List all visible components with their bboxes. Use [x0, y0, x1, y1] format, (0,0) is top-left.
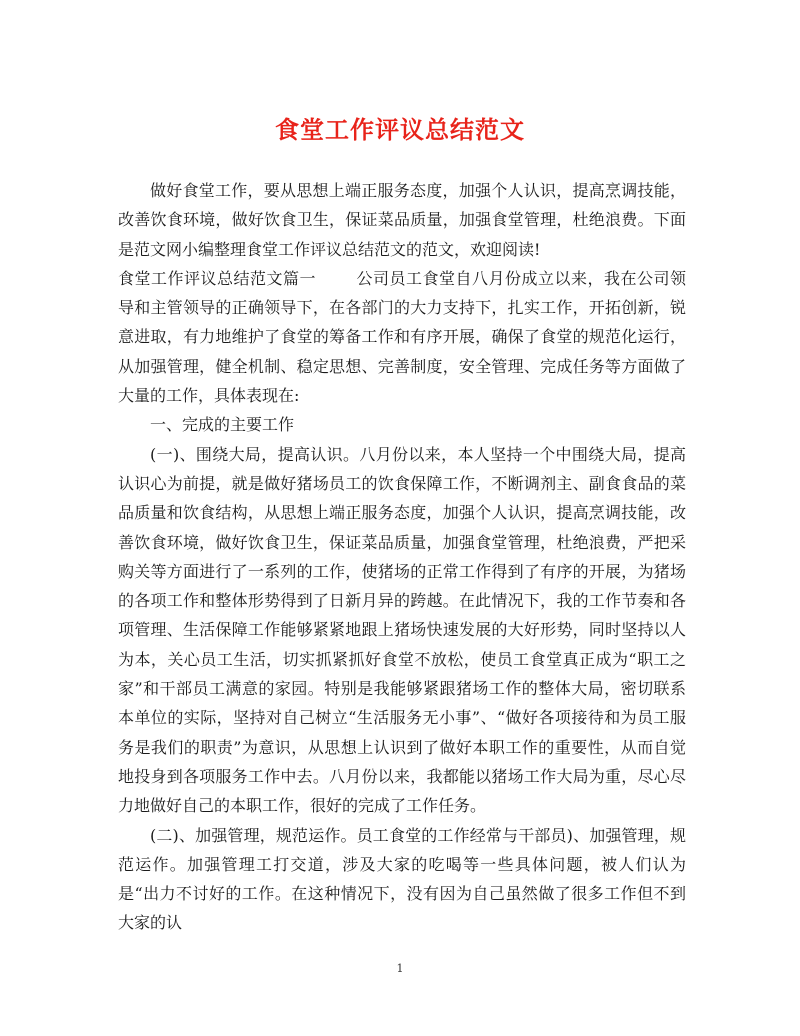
paragraph-one: (一)、围绕大局，提高认识。八月份以来，本人坚持一个中围绕大局，提高认识心为前提，就是做好猪场员工的饮食保障工作，不断调剂主、副食食品的菜品质量和饮食结构，从思想上端正服务态度，加强个人认识，提高烹调技能，改善饮食环境，做好饮食卫生，保证菜品质量，加强食堂管理，杜绝浪费，严把采购关等方面进行了一系列的工作，使猪场的正常工作得到了有序的开展，为猪场的各项工作和整体形势得到了日新月异的跨越。在此情况下，我的工作节奏和各项管理、生活保障工作能够紧紧地跟上猪场快速发展的大好形势，同时坚持以人为本，关心员工生活，切实抓紧抓好食堂不放松，使员工食堂真正成为“职工之家”和干部员工满意的家园。特别是我能够紧跟猪场工作的整体大局，密切联系本单位的实际，坚持对自己树立“生活服务无小事”、“做好各项接待和为员工服务是我们的职责”为意识，从思想上认识到了做好本职工作的重要性，从而自觉地投身到各项服务工作中去。八月份以来，我都能以猪场工作大局为重，尽心尽力地做好自己的本职工作，很好的完成了工作任务。: [118, 444, 686, 816]
document-title: 食堂工作评议总结范文: [275, 115, 525, 144]
section-paragraph: [118, 264, 686, 410]
heading-main-work: 一、完成的主要工作: [150, 415, 295, 435]
paragraph-two: (二)、加强管理，规范运作。员工食堂的工作经常与干部员)、加强管理，规范运作。加强管理工打交道，涉及大家的吃喝等一些具体问题，被人们认为是“出力不讨好的工作。在这种情况下，没有因为自己虽然做了很多工作但不到大家的认: [118, 825, 686, 933]
document-body: [118, 176, 686, 938]
section-text: 公司员工食堂自八月份成立以来，我在公司领导和主管领导的正确领导下，在各部门的大力支持下，扎实工作，开拓创新，锐意进取，有力地维护了食堂的筹备工作和有序开展，确保了食堂的规范化运行，从加强管理，健全机制、稳定思想、完善制度，安全管理、完成任务等方面做了大量的工作，具体表现在:: [118, 268, 686, 406]
section-label: 食堂工作评议总结范文篇一: [118, 268, 316, 288]
intro-paragraph: 做好食堂工作，要从思想上端正服务态度，加强个人认识，提高烹调技能，改善饮食环境，做好饮食卫生，保证菜品质量，加强食堂管理，杜绝浪费。下面是范文网小编整理食堂工作评议总结范文的范文，欢迎阅读!: [118, 181, 686, 259]
page-number: 1: [396, 962, 404, 975]
